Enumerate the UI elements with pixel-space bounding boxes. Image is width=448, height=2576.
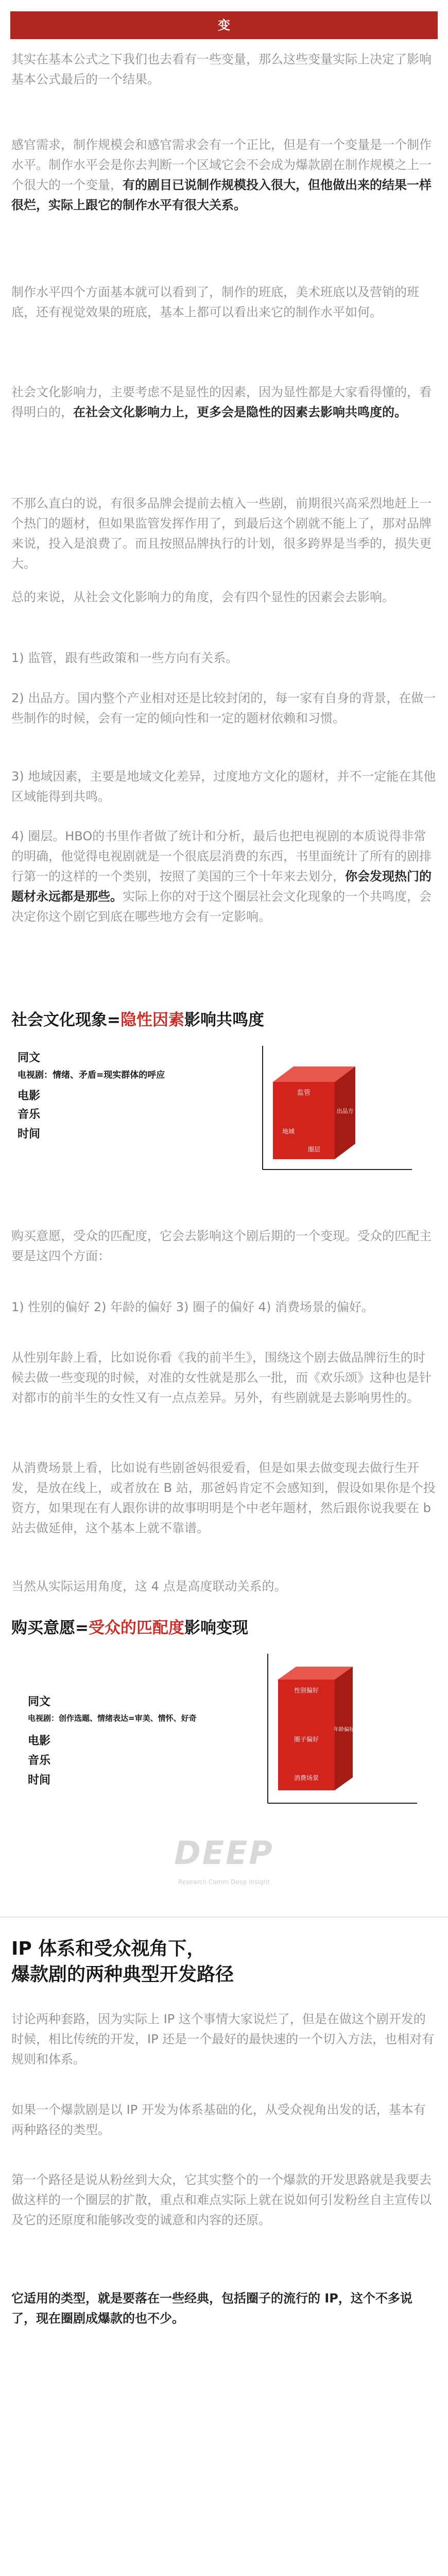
chart2-cube-label-2: 圈子偏好 [294,1736,319,1743]
paragraph-linkage: 当然从实际运用角度，这 4 点是高度联动关系的。 [11,1579,287,1594]
paragraph-two-paths: 如果一个爆款剧是以 IP 开发为体系基础的化，从受众视角出发的话，基本有两种路径的类型。 [11,2103,426,2137]
emphasis-circle: 你会发现热门的题材永远都是那些。 [11,869,432,904]
paragraph-consumption: 从消费场景上看，比如说有些剧爸妈很爱看，但是如果去做变现去做行生开发，是放在线上，或者放在 B 站，那爸妈肯定不会感知到，假设如果你是个投资方，如果现在有人跟你讲的故事明明是个中老年题材，然后跟你说我要在 b 站去做延伸，这个基本上就不靠谱。 [11,1461,436,1535]
chart2-cube-front [278,1680,335,1790]
paragraph-buy-intent: 购买意愿，受众的匹配度，它会去影响这个剧后期的一个变现。受众的匹配主要是这四个方面： [11,1229,432,1263]
paragraph-production: 感官需求，制作规模会和感官需求会有一个正比，但是有一个变量是一个制作水平。制作水平会是你去判断一个区域它会不会成为爆款剧在制作规模之上一个很大的一个变量，有的剧目已说制作规模投入很大，但他做出来的结果一样很烂，实际上跟它的制作水平有很大关系。 [11,138,432,212]
paragraph-production-level: 制作水平四个方面基本就可以看到了，制作的班底，美术班底以及营销的班底，还有视觉效果的班底，基本上都可以看出来它的制作水平如何。 [11,285,419,319]
deep-logo: DEEP [174,1834,274,1872]
chart1-label-2: 电影 [18,1090,41,1103]
chart2-label-2: 电影 [28,1735,51,1748]
paragraph-brand-example: 不那么直白的说，有很多品牌会提前去植入一些剧，前期很兴高采烈地赶上一个热门的题材，但如果监管发挥作用了，到最后这个剧就不能上了，那对品牌来说，投入是浪费了。而且按照品牌执行的计划，很多跨界是当季的，损失更大。 [11,496,432,571]
deep-sub: Research Comm Deep Insight [178,1878,270,1886]
chart2-label-3: 音乐 [28,1754,51,1767]
chart1-label-4: 时间 [18,1128,41,1141]
list-item-region: 3) 地域因素，主要是地域文化差异，过度地方文化的题材，并不一定能在其他区域能得到共鸣。 [11,769,436,804]
chart2-cube-label-3: 消费场景 [294,1774,319,1782]
chart1-label-0: 同文 [18,1052,41,1064]
emphasis-production: 有的剧目已说制作规模投入很大，但他做出来的结果一样很烂，实际上跟它的制作水平有很大关系。 [11,177,432,212]
paragraph-summary: 总的来说，从社会文化影响力的角度，会有四个显性的因素会去影响。 [11,590,394,604]
chart2-label-0: 同文 [28,1696,51,1708]
chart2-cube-label-1: 年龄偏好 [334,1727,354,1733]
paragraph-social-influence: 社会文化影响力，主要考虑不是显性的因素，因为显性都是大家看得懂的，看得明白的，在社会文化影响力上，更多会是隐性的因素去影响共鸣度的。 [11,385,432,419]
chart2-title: 购买意愿=受众的匹配度影响变现 [11,1619,248,1637]
paragraph-four-prefs: 1) 性别的偏好 2) 年龄的偏好 3) 圈子的偏好 4) 消费场景的偏好。 [11,1300,374,1314]
chart1-label-3: 音乐 [18,1108,41,1121]
section-divider [0,1917,448,1918]
chart1-cube-label-0: 监管 [297,1089,311,1097]
section-header-title: 变 [218,18,230,32]
deep-watermark [0,1834,448,1872]
paragraph-intro: 其实在基本公式之下我们也去看有一些变量，那么这些变量实际上决定了影响基本公式最后的一个结果。 [11,52,432,87]
chart1-cube-diagram [242,1041,417,1180]
paragraph-applicable: 它适用的类型，就是要落在一些经典，包括圈子的流行的 IP，这个不多说了，现在圈剧成爆款的也不少。 [11,2291,412,2326]
paragraph-path-one: 第一个路径是说从粉丝到大众，它其实整个的一个爆款的开发思路就是我要去做这样的一个圈层的扩散，重点和难点实际上就在说如何引发粉丝自主宣传以及它的还原度和能够改变的诚意和内容的还原。 [11,2173,432,2227]
chart2-cube-label-0: 性别偏好 [294,1687,319,1694]
emphasis-social: 在社会文化影响力上，更多会是隐性的因素去影响共鸣度的。 [73,404,407,419]
chart2-cube-diagram [247,1649,422,1814]
list-item-circle: 4) 圈层。HBO的书里作者做了统计和分析，最后也把电视剧的本质说得非常的明确，他觉得电视剧就是一个很底层消费的东西，书里面统计了所有的剧排行第一的这样的一个类别，按照了美国的三个十年来去划分，你会发现热门的题材永远都是那些。实际上你的对于这个圈层社会文化现象的一个共鸣度，会决定你这个剧它到底在哪些地方会有一定影响。 [11,829,432,924]
paragraph-ip: 讨论两种套路，因为实际上 IP 这个事情大家说烂了，但是在做这个剧开发的时候，相比传统的开发，IP 还是一个最好的最快速的一个切入方法，也相对有规则和体系。 [11,2012,435,2066]
chart1-title: 社会文化现象=隐性因素影响共鸣度 [11,1011,264,1029]
chart1-cube-label-1: 出品方 [336,1108,354,1114]
chart1-cube-label-3: 圈层 [307,1146,321,1153]
paragraph-gender-age: 从性别年龄上看，比如说你看《我的前半生》，围绕这个剧去做品牌衍生的时候去做一些变现的时候，对准的女性就是那么一批，而《欢乐颂》这种也是针对都市的前半生的女性又有一点点差异。另外，有些剧就是去影响男性的。 [11,1350,432,1405]
section3-title-line2: 爆款剧的两种典型开发路径 [11,1964,234,1985]
chart1-label-1: 电视剧：情绪、矛盾=现实群体的呼应 [18,1070,165,1080]
section3-title-line1: IP 体系和受众视角下， [11,1938,205,1959]
chart1-cube-label-2: 地域 [282,1128,295,1135]
list-item-regulation: 1) 监管，跟有些政策和一些方向有关系。 [11,651,238,665]
chart2-label-1: 电视剧：创作选题、情绪表达=审美、情怀、好奇 [28,1714,197,1723]
chart2-label-4: 时间 [28,1774,51,1787]
list-item-producer: 2) 出品方。国内整个产业相对还是比较封闭的，每一家有自身的背景，在做一些制作的时候，会有一定的倾向性和一定的题材依赖和习惯。 [11,691,436,725]
